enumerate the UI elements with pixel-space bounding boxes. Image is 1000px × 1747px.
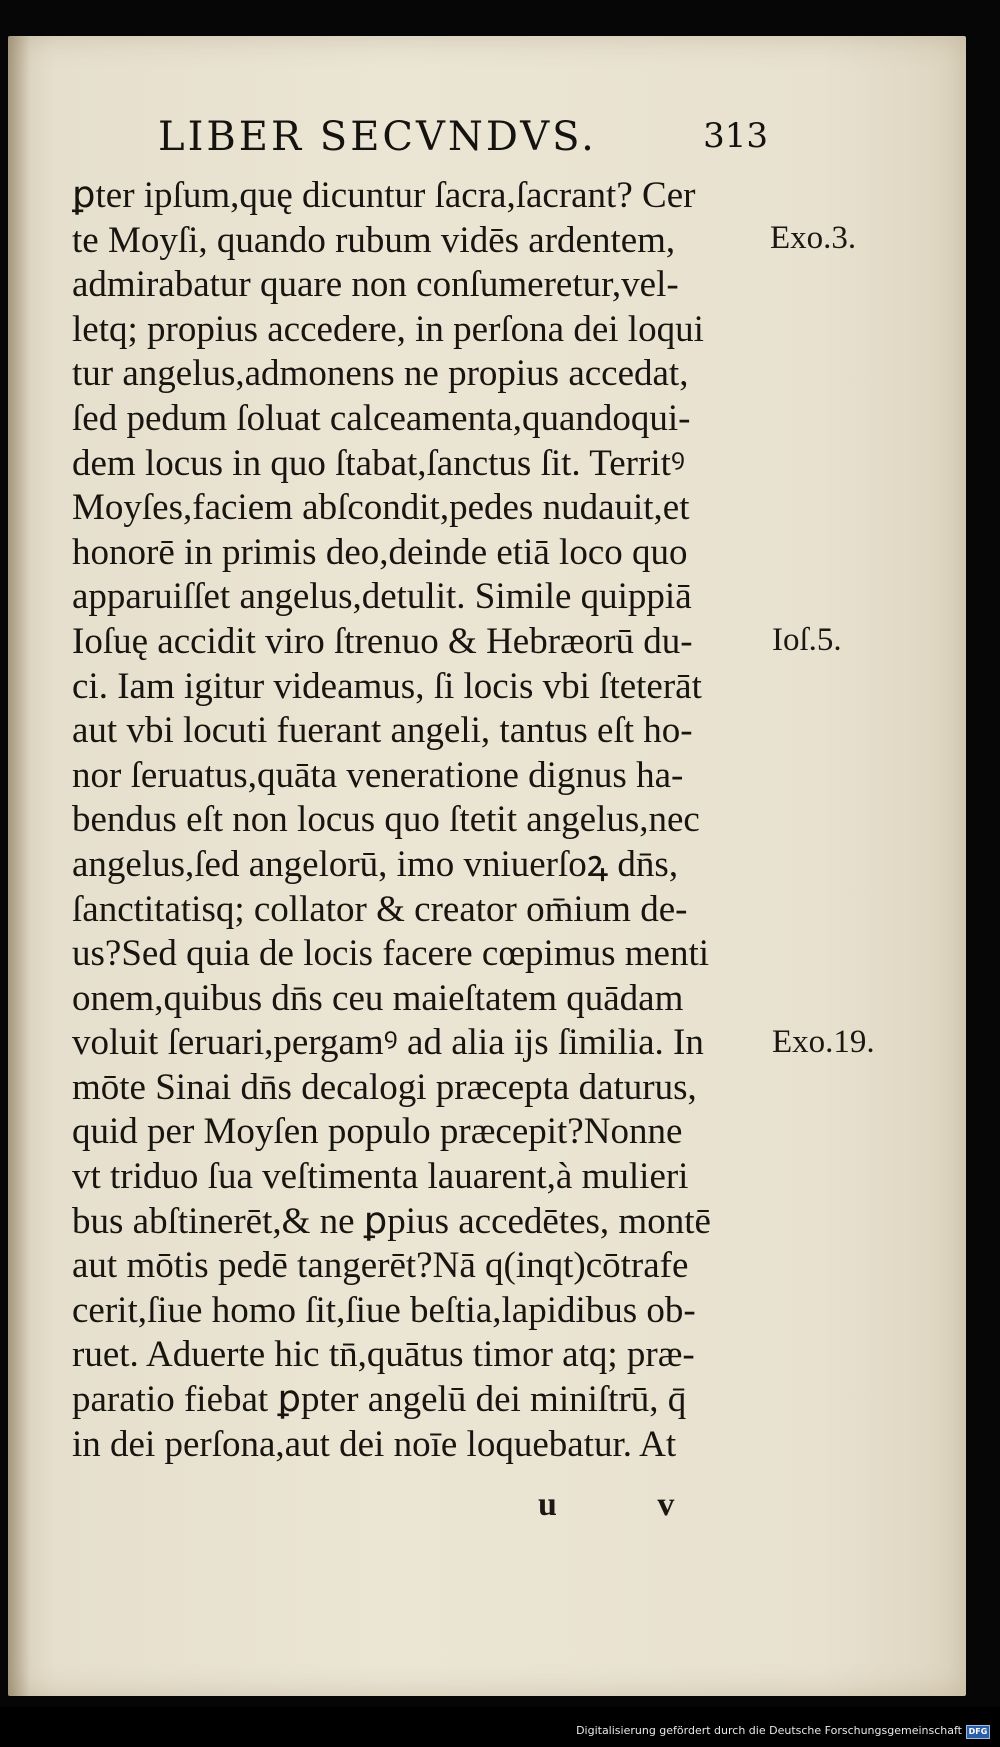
text-line: us?Sed quia de locis facere cœpimus menti — [72, 933, 710, 975]
text-line: ꝑter ipſum,quę dicuntur ſacra,ſacrant? Cer — [72, 175, 696, 216]
margin-note-exodus-3: Exo.3. — [770, 220, 857, 256]
text-line: Moyſes,faciem abſcondit,pedes nudauit,et — [72, 487, 690, 529]
body-text — [72, 174, 772, 1467]
text-line: ci. Iam igitur videamus, ſi locis vbi ſteterāt — [72, 665, 702, 707]
book-page — [8, 36, 966, 1696]
text-line: angelus,ſed angelorū, imo vniuerſoꝝ dn̄s, — [72, 843, 679, 885]
text-line: honorē in primis deo,deinde etiā loco quo — [72, 531, 688, 573]
text-line: admirabatur quare non conſumeretur,vel- — [72, 264, 679, 306]
text-line: bus abſtinerēt,& ne ꝑpius accedētes, montē — [72, 1200, 711, 1242]
running-head: LIBER SECVNDVS. — [158, 114, 597, 160]
text-line: apparuiſſet angelus,detulit. Simile quippiā — [72, 576, 692, 618]
text-line: onem,quibus dn̄s ceu maieſtatem quādam — [72, 977, 684, 1019]
text-line: mōte Sinai dn̄s decalogi præcepta daturus, — [72, 1066, 697, 1108]
text-line: te Moyſi, quando rubum vidēs ardentem, — [72, 219, 676, 261]
text-line: quid per Moyſen populo præcepit?Nonne — [72, 1111, 683, 1153]
text-line: ruet. Aduerte hic tn̄,quātus timor atq; præ- — [72, 1334, 695, 1376]
text-line: tur angelus,admonens ne propius accedat, — [72, 353, 689, 395]
page-number: 313 — [703, 116, 768, 156]
text-line: ſanctitatisq; collator & creator om̄ium de- — [72, 888, 688, 930]
text-line: in dei perſona,aut dei noīe loquebatur. At — [72, 1423, 677, 1465]
text-line: voluit ſeruari,pergamꝰ ad alia ĳs ſimilia. In — [72, 1022, 704, 1064]
margin-note-exodus-19: Exo.19. — [772, 1024, 875, 1060]
margin-note-josue-5: Ioſ.5. — [772, 622, 842, 658]
dfg-logo-icon: DFG — [966, 1725, 990, 1739]
text-line: ſed pedum ſoluat calceamenta,quandoqui- — [72, 397, 691, 439]
text-line: aut mōtis pedē tangerēt?Nā q(inqt)cōtrafe — [72, 1245, 689, 1287]
text-line: bendus eſt non locus quo ſtetit angelus,nec — [72, 799, 700, 841]
text-line: letq; propius accedere, in perſona dei loqui — [72, 308, 704, 350]
text-line: paratio fiebat ꝑpter angelū dei miniſtrū, q̄ — [72, 1379, 687, 1421]
footer-credit: Digitalisierung gefördert durch die Deutsche Forschungsgemeinschaft — [576, 1724, 962, 1737]
text-line: aut vbi locuti fuerant angeli, tantus eſt ho- — [72, 710, 693, 752]
text-line: Ioſuę accidit viro ſtrenuo & Hebræorū du- — [72, 620, 693, 662]
signature-mark: u v — [538, 1486, 721, 1523]
text-line: cerit,ſiue homo ſit,ſiue beſtia,lapidibus ob- — [72, 1289, 696, 1331]
text-line: dem locus in quo ſtabat,ſanctus ſit. Territꝰ — [72, 442, 686, 484]
page-header — [158, 114, 768, 174]
text-line: vt triduo ſua veſtimenta lauarent,à mulieri — [72, 1156, 689, 1198]
page-gutter-shadow — [8, 36, 30, 1696]
footer-bar — [0, 1707, 1000, 1747]
text-line: nor ſeruatus,quāta veneratione dignus ha- — [72, 754, 684, 796]
